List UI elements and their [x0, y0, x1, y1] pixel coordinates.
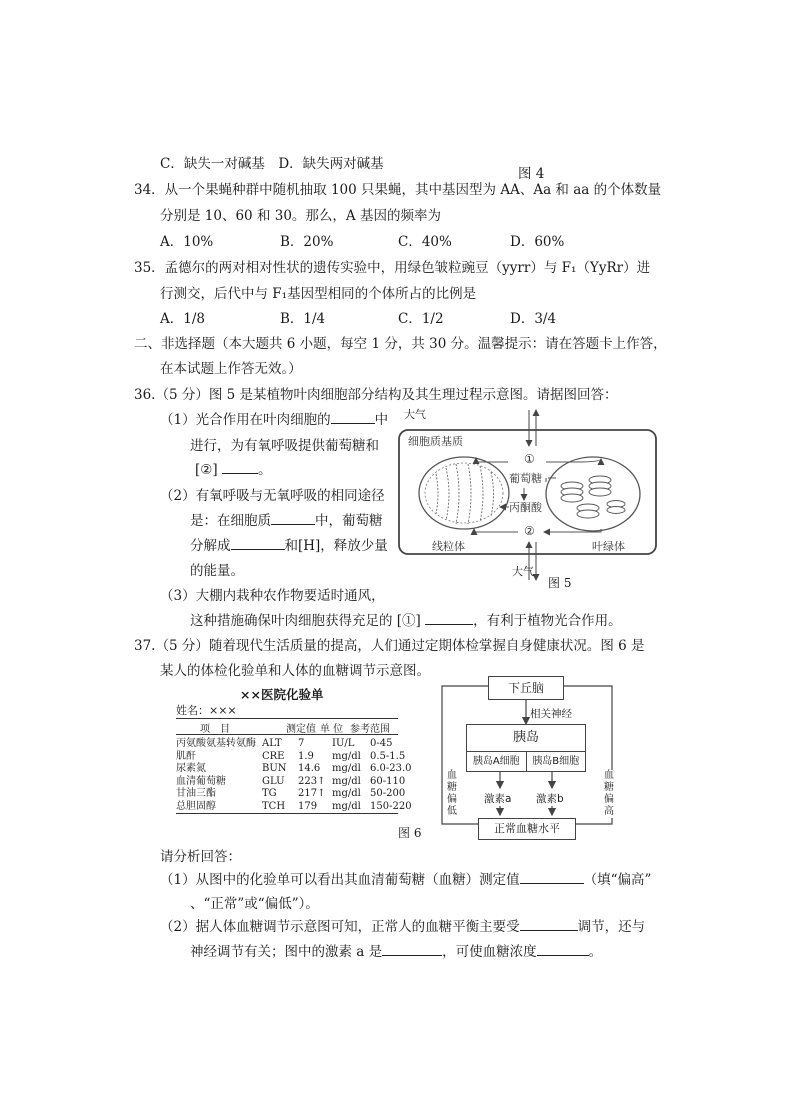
lab-cell: 血清葡萄糖 [176, 775, 226, 787]
q36-p1e: 。 [257, 462, 272, 478]
fig6-left-label: 血糖偏低 [447, 770, 457, 817]
answer-blank[interactable] [382, 941, 442, 956]
lab-cell: 0.5-1.5 [370, 750, 406, 762]
fig5-circle1: ① [524, 452, 535, 466]
lab-report-rule-bottom [176, 813, 398, 814]
lab-cell: IU/L [332, 738, 355, 749]
q34-line2: 分别是 10、60 和 30。那么，A 基因的频率为 [160, 208, 441, 224]
answer-blank[interactable] [520, 916, 578, 931]
lab-row [176, 738, 416, 751]
lab-row [176, 763, 416, 776]
lab-header-item: 项 目 [200, 724, 230, 735]
q36-p1d: [②] [195, 462, 218, 478]
lab-cell: BUN [262, 763, 287, 774]
lab-cell: 肌酐 [176, 750, 196, 762]
lab-cell: CRE [262, 750, 285, 762]
lab-cell: TCH [262, 800, 286, 812]
q34-option-a: A．10% [160, 234, 214, 250]
q37-p2b: 调节，还与 [577, 919, 646, 935]
lab-header-range: 参考范围 [350, 724, 390, 735]
fig5-mitochondrion-label: 线粒体 [432, 540, 465, 553]
q33-options: C．缺失一对碱基 D．缺失两对碱基 [160, 156, 384, 172]
lab-cell: 7 [298, 738, 305, 749]
lab-cell: 179 [298, 800, 318, 812]
fig6-hypothalamus-box: 下丘脑 [488, 676, 564, 700]
q34-option-c: C．40% [398, 234, 452, 250]
lab-cell: mg/dl [332, 750, 361, 762]
q36-p1a: （1）光合作用在叶肉细胞的 [160, 412, 331, 428]
q36-p1b: 中 [374, 412, 389, 428]
lab-header-unit: 单 位 [320, 724, 344, 735]
lab-cell: 217↑ [298, 788, 326, 799]
fig6-right-label: 血糖偏高 [604, 770, 614, 817]
fig6-hormone-b: 激素b [536, 793, 564, 805]
q36-part2-line4: 的能量。 [190, 563, 244, 579]
fig6-nerve-label: 相关神经 [530, 708, 572, 720]
lab-cell: 甘油三酯 [176, 788, 216, 799]
lab-row [176, 751, 416, 764]
q35-option-c: C．1/2 [398, 311, 444, 327]
fig5-cytoplasm-label: 细胞质基质 [408, 435, 463, 448]
q35-option-a: A．1/8 [160, 311, 205, 327]
lab-row [176, 801, 416, 814]
q35-option-d: D．3/4 [510, 311, 557, 327]
q37-line1: 37.（5 分）随着现代生活质量的提高，人们通过定期体检掌握自身健康状况。图 6 是 [134, 638, 645, 654]
fig6-islet-label: 胰岛 [467, 725, 585, 752]
lab-cell: 60-110 [370, 775, 406, 787]
q37-part1-line2: 、“正常”或“偏低”）。 [190, 896, 319, 912]
lab-header-value: 测定值 [286, 724, 316, 735]
q34-option-b: B．20% [280, 234, 334, 250]
q35-option-b: B．1/4 [280, 311, 326, 327]
lab-cell: 150-220 [370, 800, 412, 812]
q36-p3c: ，有利于植物光合作用。 [473, 613, 622, 629]
fig5-pyruvate-label: 丙酮酸 [509, 501, 542, 514]
fig6-normal-box: 正常血糖水平 [478, 818, 576, 840]
lab-cell: mg/dl [332, 800, 361, 812]
q37-part2-line1 [160, 915, 645, 935]
q36-part3-line2 [190, 609, 622, 629]
q37-p1a: （1）从图中的化验单可以看出其血清葡萄糖（血糖）测定值 [160, 872, 520, 888]
q36-part3-line1: （3）大棚内栽种农作物要适时通风， [160, 588, 385, 604]
q37-analyze: 请分析回答： [160, 849, 241, 865]
q35-line2: 行测交，后代中与 F₁基因型相同的个体所占的比例是 [160, 286, 477, 302]
lab-cell: 223↑ [298, 775, 326, 787]
fig5-circle2: ② [524, 524, 535, 538]
lab-cell: mg/dl [332, 763, 361, 774]
answer-blank[interactable] [537, 941, 589, 956]
q36-p2e: 和[H]，释放少量 [284, 538, 388, 554]
fig5-glucose-label: 葡萄糖 [509, 472, 542, 485]
fig5-atmosphere-bottom: 大气 [512, 565, 534, 578]
lab-cell: 丙氨酸氨基转氨酶 [176, 738, 256, 749]
q36-part1-line1 [160, 408, 388, 428]
q36-p2d: 分解成 [190, 538, 231, 554]
q34-option-d: D．60% [510, 234, 565, 250]
lab-cell: mg/dl [332, 775, 361, 787]
lab-cell: GLU [262, 775, 285, 787]
lab-cell: mg/dl [332, 788, 361, 799]
section2-line2: 在本试题上作答无效。） [160, 361, 302, 377]
answer-blank[interactable] [222, 459, 258, 474]
q35-line1: 35．孟德尔的两对相对性状的遗传实验中，用绿色皱粒豌豆（yyrr）与 F₁（YyRr）进 [134, 260, 651, 276]
q36-p3b: 这种措施确保叶肉细胞获得充足的 [①] [190, 613, 421, 629]
fig6-a-cell: 胰岛A细胞 [467, 752, 527, 772]
q36-p2c: 中，葡萄糖 [315, 513, 383, 529]
q37-p2c: 神经调节有关；图中的激素 a 是 [190, 944, 383, 960]
lab-cell: 50-200 [370, 788, 406, 799]
answer-blank[interactable] [271, 510, 315, 525]
lab-cell: 1.9 [298, 750, 314, 762]
q37-p2d: ，可使血糖浓度 [442, 944, 537, 960]
answer-blank[interactable] [331, 409, 375, 424]
lab-cell: ALT [262, 738, 282, 749]
lab-report-name: 姓名：××× [176, 704, 237, 717]
fig5-chloroplast-label: 叶绿体 [592, 540, 625, 553]
fig6-caption: 图 6 [398, 826, 422, 840]
q34-line1: 34．从一个果蝇种群中随机抽取 100 只果蝇，其中基因型为 AA、Aa 和 aa 的个体数量 [134, 182, 662, 198]
fig5-atmosphere-top: 大气 [404, 408, 426, 421]
q37-p2e: 。 [588, 944, 603, 960]
lab-report-title: ××医院化验单 [240, 687, 324, 702]
lab-report-rule-top [176, 718, 398, 719]
fig6-hormone-a: 激素a [484, 793, 512, 805]
q36-part2-line1: （2）有氧呼吸与无氧呼吸的相同途径 [160, 488, 385, 504]
q36-part2-line2 [190, 509, 383, 529]
lab-cell: 尿素氮 [176, 763, 206, 774]
q36-part1-line3 [195, 458, 271, 478]
q36-part1-line2: 进行，为有氧呼吸提供葡萄糖和 [190, 438, 379, 454]
answer-blank[interactable] [425, 610, 473, 625]
fig5-cell-diagram [396, 404, 660, 582]
q37-part2-line2 [190, 940, 602, 960]
lab-report-table [176, 738, 416, 813]
lab-cell: 6.0-23.0 [370, 763, 412, 774]
section2-line1: 二、非选择题（本大题共 6 小题，每空 1 分，共 30 分。温馨提示：请在答题卡上作答， [134, 336, 667, 352]
q37-p1b: （填“偏高” [583, 872, 652, 888]
q36-p2b: 是：在细胞质 [190, 513, 271, 529]
fig6-b-cell: 胰岛B细胞 [532, 756, 580, 767]
lab-row [176, 788, 416, 801]
lab-cell: TG [262, 788, 277, 799]
q36-stem: 36.（5 分）图 5 是某植物叶肉细胞部分结构及其生理过程示意图。请据图回答： [134, 387, 618, 403]
lab-cell: 总胆固醇 [176, 800, 216, 812]
lab-cell: 0-45 [370, 738, 393, 749]
fig4-caption: 图 4 [518, 166, 545, 182]
answer-blank[interactable] [231, 535, 285, 550]
lab-row [176, 776, 416, 789]
q37-line2: 某人的体检化验单和人体的血糖调节示意图。 [160, 663, 430, 679]
mitochondrion-shape [419, 457, 509, 529]
lab-cell: 14.6 [298, 763, 321, 774]
fig5-caption: 图 5 [548, 576, 572, 590]
q37-part1-line1 [160, 868, 651, 888]
fig6-islet-box [466, 724, 586, 772]
q36-part2-line3 [190, 534, 388, 554]
q37-p2a: （2）据人体血糖调节示意图可知，正常人的血糖平衡主要受 [160, 919, 520, 935]
answer-blank[interactable] [520, 869, 584, 884]
